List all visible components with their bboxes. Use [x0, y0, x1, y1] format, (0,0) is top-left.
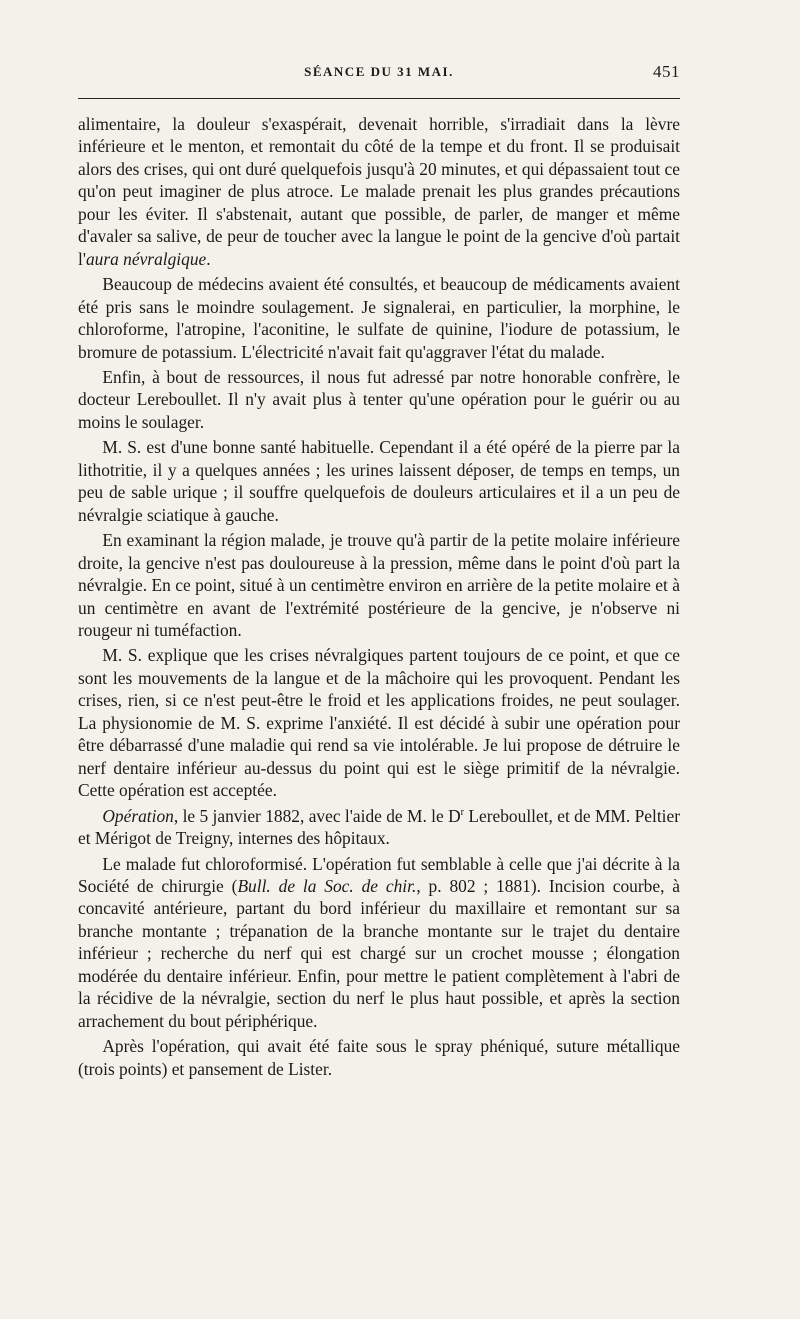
- paragraph-8-text-b: , p. 802 ; 1881). Incision courbe, à concavité antérieure, partant du bord inférieur du maxillaire et remontant sur sa branche montante ; trépanation de la branche montante sur le trajet du dentaire inférieur ; recherche du nerf qui est chargé sur un crochet mousse ; élongation modérée du dentaire inférieur. Enfin, pour mettre le patient complètement à l'abri de la récidive de la névralgie, section du nerf le plus haut possible, et après la section arrachement du bout périphérique.: [78, 875, 681, 1031]
- page-header: [78, 62, 680, 86]
- paragraph-8: [78, 853, 680, 1033]
- paragraph-1-tail: .: [206, 248, 211, 269]
- paragraph-8-citation: Bull. de la Soc. de chir.: [237, 875, 417, 896]
- paragraph-2: Beaucoup de médecins avaient été consultés, et beaucoup de médicaments avaient été pris sans le moindre soulagement. Je signalerai, en particulier, la morphine, le chloroforme, l'atropine, l'aconitine, le sulfate de quinine, l'iodure de potassium, le bromure de potassium. L'électricité n'avait fait qu'aggraver l'état du malade.: [78, 274, 680, 362]
- paragraph-6: M. S. explique que les crises névralgiques partent toujours de ce point, et que ce sont les mouvements de la langue et de la mâchoire qui les provoquent. Pendant les crises, rien, si ce n'est peut-être le froid et les applications froides, ne peut soulager. La physionomie de M. S. exprime l'anxiété. Il est décidé à subir une opération pour être débarrassé d'une maladie qui rend sa vie intolérable. Je lui propose de détruire le nerf dentaire inférieur au-dessus du point qui est le siège primitif de la névralgie. Cette opération est acceptée.: [78, 645, 680, 801]
- paragraph-3: Enfin, à bout de ressources, il nous fut adressé par notre honorable confrère, le docteur Lereboullet. Il n'y avait plus à tenter qu'une opération pour le guérir ou au moins le soulager.: [78, 366, 680, 432]
- paragraph-9: Après l'opération, qui avait été faite sous le spray phéniqué, suture métallique (trois points) et pansement de Lister.: [78, 1036, 680, 1079]
- paragraph-4: M. S. est d'une bonne santé habituelle. Cependant il a été opéré de la pierre par la lithotritie, il y a quelques années ; les urines laissent déposer, de temps en temps, un peu de sable urique ; il souffre quelquefois de douleurs articulaires et il a un peu de névralgie sciatique à gauche.: [78, 437, 680, 525]
- header-rule: [78, 98, 680, 99]
- paragraph-7-sup: r: [460, 806, 465, 818]
- paragraph-1-italic: aura névralgique: [85, 248, 207, 269]
- paragraph-5: En examinant la région malade, je trouve qu'à partir de la petite molaire inférieure droite, la gencive n'est pas douloureuse à la pression, même dans le point d'où part la névralgie. En ce point, situé à un centimètre environ en arrière de la petite molaire et à un centimètre en avant de l'extrémité postérieure de la gencive, je n'observe ni rougeur ni tuméfaction.: [78, 530, 680, 640]
- paragraph-7-lead: Opération: [102, 805, 174, 826]
- page-number: 451: [653, 62, 680, 81]
- paragraph-7-text-b: Lereboullet, et de MM. Peltier et Mérigot de Treigny, internes des hôpitaux.: [78, 805, 680, 849]
- body-text: [78, 113, 680, 1083]
- paragraph-1: [78, 113, 680, 270]
- paragraph-1-text: alimentaire, la douleur s'exaspérait, devenait horrible, s'irradiait dans la lèvre inférieure et le menton, et remontait du côté de la tempe et du front. Il se produisait alors des crises, qui ont duré quelquefois jusqu'à 20 minutes, et qui dépassaient tout ce qu'on peut imaginer de plus atroce. Le malade prenait les plus grandes précautions pour les éviter. Il s'abstenait, autant que possible, de parler, de manger et même d'avaler sa salive, de peur de toucher avec la langue le point de la gencive d'où partait l': [78, 114, 680, 269]
- paragraph-7: [78, 805, 680, 850]
- paragraph-8-text-a: Le malade fut chloroformisé. L'opération fut semblable à celle que j'ai décrite à la Société de chirurgie (: [78, 853, 680, 896]
- paragraph-7-text-a: , le 5 janvier 1882, avec l'aide de M. le D: [173, 805, 461, 826]
- running-title: SÉANCE DU 31 MAI.: [304, 64, 454, 79]
